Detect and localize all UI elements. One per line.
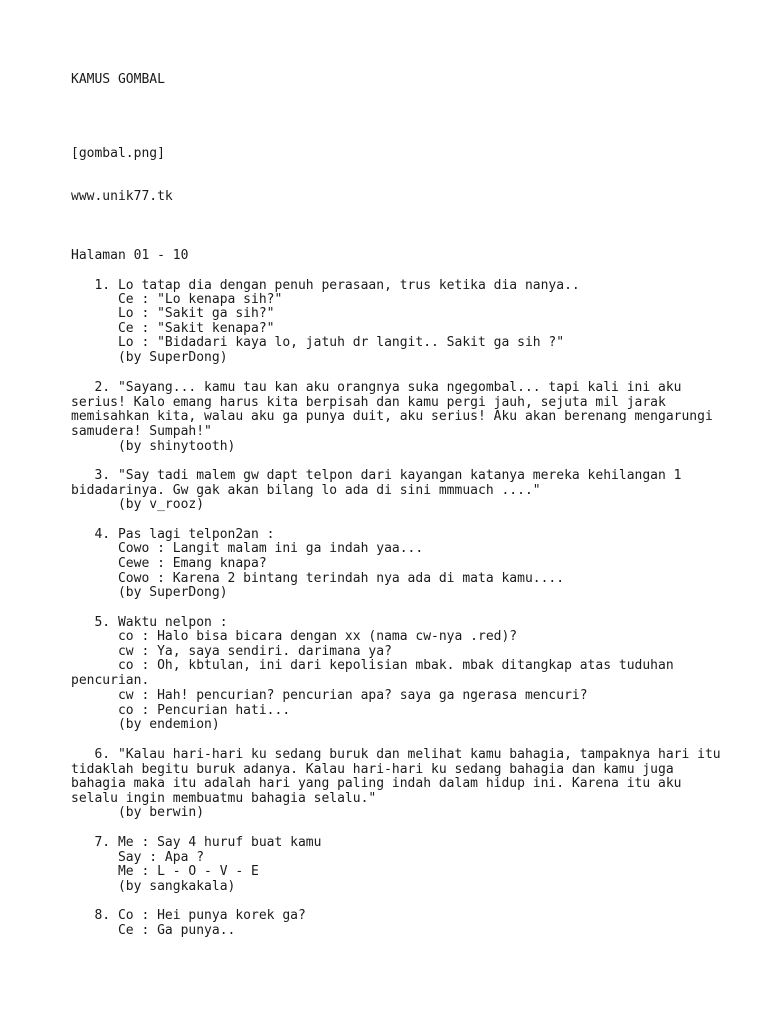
item-6-line-5: (by berwin) <box>71 805 205 820</box>
item-5-line-7: co : Pencurian hati... <box>71 703 291 718</box>
item-4-line-5: (by SuperDong) <box>71 585 228 600</box>
item-6-line-3: bahagia maka itu adalah hari yang paling indah dalam hidup ini. Karena itu aku <box>71 776 682 791</box>
item-4-line-2: Cowo : Langit malam ini ga indah yaa... <box>71 541 424 556</box>
document-title: KAMUS GOMBAL <box>71 72 165 87</box>
item-6-line-4: selalu ingin membuatmu bahagia selalu." <box>71 791 377 806</box>
item-1-line-1: 1. Lo tatap dia dengan penuh perasaan, trus ketika dia nanya.. <box>71 278 580 293</box>
item-8-line-2: Ce : Ga punya.. <box>71 923 236 938</box>
item-1-line-2: Ce : "Lo kenapa sih?" <box>71 292 283 307</box>
item-3-line-3: (by v_rooz) <box>71 497 205 512</box>
item-1-line-4: Ce : "Sakit kenapa?" <box>71 321 275 336</box>
item-4-line-1: 4. Pas lagi telpon2an : <box>71 527 275 542</box>
website-url: www.unik77.tk <box>71 189 173 204</box>
item-7-line-3: Me : L - O - V - E <box>71 864 259 879</box>
item-4-line-4: Cowo : Karena 2 bintang terindah nya ada di mata kamu.... <box>71 571 565 586</box>
item-3-line-2: bidadarinya. Gw gak akan bilang lo ada di sini mmmuach ...." <box>71 483 541 498</box>
item-3-line-1: 3. "Say tadi malem gw dapt telpon dari kayangan katanya mereka kehilangan 1 <box>71 468 682 483</box>
item-7-line-2: Say : Apa ? <box>71 850 205 865</box>
item-7-line-1: 7. Me : Say 4 huruf buat kamu <box>71 835 322 850</box>
item-5-line-4: co : Oh, kbtulan, ini dari kepolisian mbak. mbak ditangkap atas tuduhan <box>71 658 674 673</box>
item-5-line-2: co : Halo bisa bicara dengan xx (nama cw-nya .red)? <box>71 629 518 644</box>
item-6-line-1: 6. "Kalau hari-hari ku sedang buruk dan melihat kamu bahagia, tampaknya hari itu <box>71 747 721 762</box>
item-5-line-3: cw : Ya, saya sendiri. darimana ya? <box>71 644 392 659</box>
item-4-line-3: Cewe : Emang knapa? <box>71 556 267 571</box>
item-5-line-6: cw : Hah! pencurian? pencurian apa? saya ga ngerasa mencuri? <box>71 688 588 703</box>
item-5-line-5: pencurian. <box>71 673 150 688</box>
item-7-line-4: (by sangkakala) <box>71 879 236 894</box>
item-2-line-1: 2. "Sayang... kamu tau kan aku orangnya suka ngegombal... tapi kali ini aku <box>71 380 682 395</box>
item-1-line-5: Lo : "Bidadari kaya lo, jatuh dr langit.. Sakit ga sih ?" <box>71 335 565 350</box>
page-range: Halaman 01 - 10 <box>71 248 189 263</box>
item-5-line-1: 5. Waktu nelpon : <box>71 615 228 630</box>
item-1-line-6: (by SuperDong) <box>71 350 228 365</box>
item-2-line-4: samudera! Sumpah!" <box>71 424 212 439</box>
item-2-line-5: (by shinytooth) <box>71 439 236 454</box>
item-1-line-3: Lo : "Sakit ga sih?" <box>71 306 275 321</box>
item-6-line-2: tidaklah begitu buruk adanya. Kalau hari-hari ku sedang bahagia dan kamu juga <box>71 762 674 777</box>
item-2-line-2: serius! Kalo emang harus kita berpisah dan kamu pergi jauh, sejuta mil jarak <box>71 395 666 410</box>
item-8-line-1: 8. Co : Hei punya korek ga? <box>71 908 306 923</box>
item-2-line-3: memisahkan kita, walau aku ga punya duit, aku serius! Aku akan berenang mengarungi <box>71 409 713 424</box>
image-placeholder: [gombal.png] <box>71 146 165 161</box>
item-5-line-8: (by endemion) <box>71 717 220 732</box>
